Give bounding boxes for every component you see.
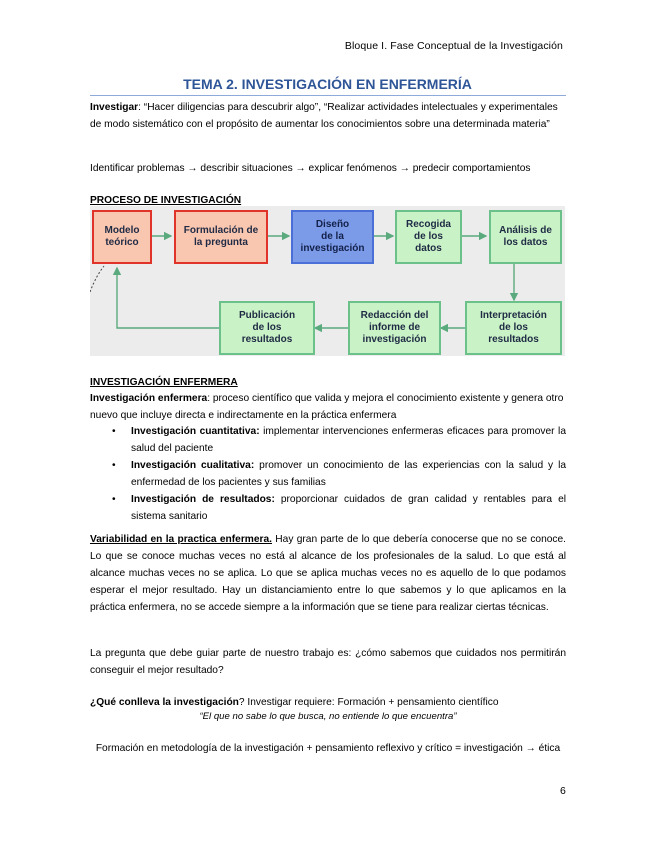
investigar-term: Investigar: [90, 102, 139, 113]
flow-line: Identificar problemas → describir situaciones → explicar fenómenos → predecir comportamientos: [90, 163, 531, 174]
box-redaccion-informe: Redacción del informe de investigación: [348, 301, 441, 355]
enfermera-definition: : proceso científico que valida y mejora el conocimiento existente y genera otro nuevo que incluye directa e indirectamente en la práctica enfermera: [90, 393, 564, 421]
box-interpretacion-resultados: Interpretación de los resultados: [465, 301, 562, 355]
enfermera-paragraph: [90, 390, 566, 424]
investigar-paragraph: [90, 99, 566, 133]
box-analisis-datos: Análisis de los datos: [489, 210, 562, 264]
variabilidad-paragraph: [90, 531, 566, 616]
running-header: Bloque I. Fase Conceptual de la Investigación: [344, 40, 563, 52]
conlleva-text: ? Investigar requiere: Formación + pensamiento científico: [238, 697, 499, 708]
diagram-curve: [90, 266, 104, 292]
bullet-icon: •: [112, 460, 116, 471]
list-item: • Investigación cualitativa: promover un conocimiento de las experiencias con la salud y la enfermedad de los pacientes y sus familias: [90, 457, 566, 491]
enfermera-heading-text: INVESTIGACIÓN ENFERMERA: [90, 377, 238, 388]
investigar-definition: : “Hacer diligencias para descubrir algo”, “Realizar actividades intelectuales y experimentales de modo sistemático con el propósito de aumentar los conocimientos sobre una determinada materia”: [90, 102, 558, 130]
page-number: 6: [560, 785, 566, 797]
title-underline: [90, 95, 566, 96]
proceso-heading-text: PROCESO DE INVESTIGACIÓN: [90, 195, 242, 206]
box-publicacion-resultados: Publicación de los resultados: [219, 301, 315, 355]
formacion-paragraph: Formación en metodología de la investigación + pensamiento reflexivo y crítico = investigación → ética: [95, 743, 561, 754]
enfermera-heading: [90, 374, 566, 391]
variabilidad-text: Hay gran parte de lo que debería conocerse que no se conoce. Lo que se conoce muchas veces no está al alcance de los profesionales de la salud. Lo que está al alcance muchas veces no se aplica. Lo que se aplica muchas veces no es aquello de lo que podamos esperar el mejor resultado. Hay un distanciamiento entre lo que sabemos y lo que aplicamos en la práctica enfermera, no se accede siempre a la información que se tiene para realizar ciertas técnicas.: [90, 534, 567, 613]
conlleva-quote: “El que no sabe lo que busca, no entiende lo que encuentra”: [199, 711, 457, 722]
conlleva-term: ¿Qué conlleva la investigación: [90, 697, 239, 708]
box-formulacion-pregunta: Formulación de la pregunta: [174, 210, 268, 264]
arrow-8-1: [117, 268, 219, 328]
bullet-icon: •: [112, 494, 116, 505]
list-item: • Investigación cuantitativa: implementar intervenciones enfermeras eficaces para promover la salud del paciente: [90, 423, 566, 457]
box-modelo-teorico: Modelo teórico: [92, 210, 152, 264]
box-recogida-datos: Recogida de los datos: [395, 210, 462, 264]
pregunta-paragraph: La pregunta que debe guiar parte de nuestro trabajo es: ¿cómo sabemos que cuidados nos permitirán conseguir el mejor resultado?: [90, 648, 566, 676]
tipos-investigacion-list: [90, 423, 566, 525]
bullet-icon: •: [112, 426, 116, 437]
research-process-diagram: [90, 206, 565, 356]
box-diseno-investigacion: Diseño de la investigación: [291, 210, 374, 264]
list-item: • Investigación de resultados: proporcionar cuidados de gran calidad y rentables para el sistema sanitario: [90, 491, 566, 525]
enfermera-term: Investigación enfermera: [90, 393, 208, 404]
variabilidad-term: Variabilidad en la practica enfermera.: [90, 534, 272, 545]
page-title: TEMA 2. INVESTIGACIÓN EN ENFERMERÍA: [183, 76, 472, 92]
